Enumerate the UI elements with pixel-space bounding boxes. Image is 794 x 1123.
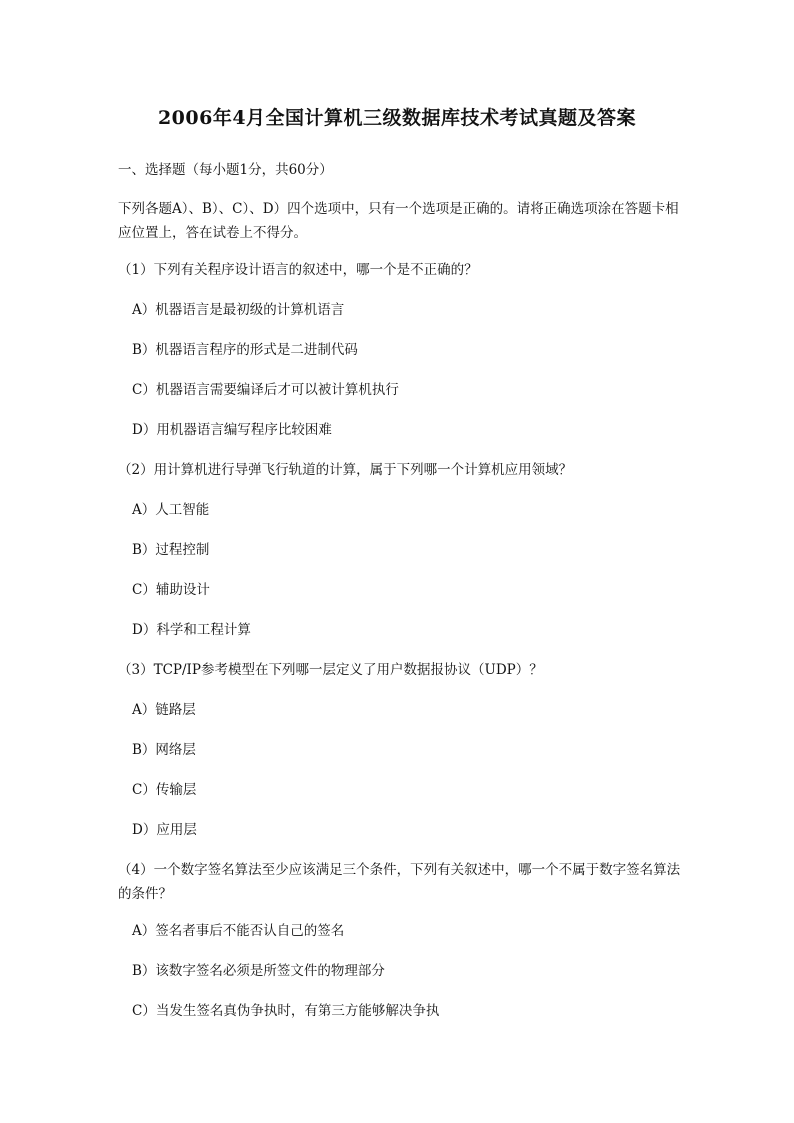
question-4-stem: （4）一个数字签名算法至少应该满足三个条件，下列有关叙述中，哪一个不属于数字签名算法的条件？ — [118, 862, 681, 902]
question-4-option-a: A）签名者事后不能否认自己的签名 — [132, 923, 345, 939]
question-3-option-a: A）链路层 — [132, 702, 196, 718]
question-4-option-b: B）该数字签名必须是所签文件的物理部分 — [132, 963, 385, 979]
question-1-option-c: C）机器语言需要编译后才可以被计算机执行 — [132, 382, 399, 398]
question-2-option-d: D）科学和工程计算 — [132, 622, 251, 638]
question-2-option-b: B）过程控制 — [132, 542, 210, 558]
question-2-option-c: C）辅助设计 — [132, 582, 210, 598]
question-3-stem: （3）TCP/IP参考模型在下列哪一层定义了用户数据报协议（UDP）？ — [118, 662, 543, 678]
instructions: 下列各题A）、B）、C）、D）四个选项中，只有一个选项是正确的。请将正确选项涂在答题卡相应位置上，答在试卷上不得分。 — [118, 201, 679, 241]
question-2-stem: （2）用计算机进行导弹飞行轨道的计算，属于下列哪一个计算机应用领域？ — [118, 462, 573, 478]
question-1-option-a: A）机器语言是最初级的计算机语言 — [132, 302, 345, 318]
question-3-option-c: C）传输层 — [132, 782, 197, 798]
question-3-option-d: D）应用层 — [132, 822, 197, 838]
section-heading: 一、选择题（每小题1分，共60分） — [118, 162, 333, 178]
question-1-option-b: B）机器语言程序的形式是二进制代码 — [132, 342, 358, 358]
question-2-option-a: A）人工智能 — [132, 502, 210, 518]
question-4-option-c: C）当发生签名真伪争执时，有第三方能够解决争执 — [132, 1003, 440, 1019]
question-1-option-d: D）用机器语言编写程序比较困难 — [132, 422, 332, 438]
page-title: 2006年4月全国计算机三级数据库技术考试真题及答案 — [157, 107, 637, 129]
question-3-option-b: B）网络层 — [132, 742, 196, 758]
question-1-stem: （1）下列有关程序设计语言的叙述中，哪一个是不正确的？ — [118, 262, 478, 278]
